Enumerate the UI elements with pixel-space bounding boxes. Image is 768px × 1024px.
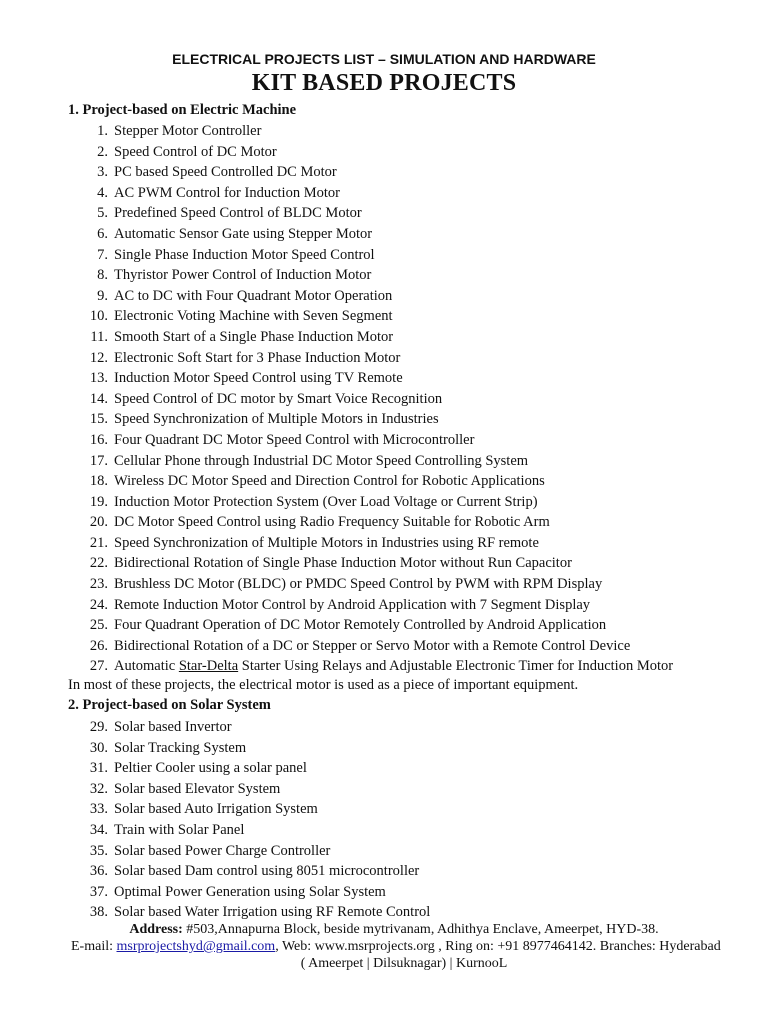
- list-item-number: 29.: [89, 719, 108, 735]
- list-item-text: Cellular Phone through Industrial DC Motor Speed Controlling System: [114, 452, 529, 469]
- contact-rest: , Web: www.msrprojects.org , Ring on: +91 8977464142. Branches: Hyderabad: [275, 939, 721, 954]
- list-item-number: 9.: [97, 287, 108, 304]
- list-item-number: 14.: [89, 390, 108, 407]
- email-label: E-mail:: [71, 939, 117, 954]
- list-item-text: Predefined Speed Control of BLDC Motor: [114, 205, 362, 222]
- list-item-text: Solar Tracking System: [114, 739, 247, 756]
- list-item-number: 24.: [89, 596, 108, 613]
- list-item-number: 10.: [89, 308, 108, 325]
- list-item-number: 27.: [89, 658, 108, 675]
- item-text-post: Starter Using Relays and Adjustable Electronic Timer for Induction Motor: [238, 658, 674, 675]
- list-item-text: AC to DC with Four Quadrant Motor Operation: [114, 287, 393, 304]
- list-item-text: Speed Control of DC Motor: [114, 143, 277, 160]
- list-item-text: Solar based Power Charge Controller: [114, 842, 331, 859]
- list-item-text: Induction Motor Speed Control using TV Remote: [114, 370, 403, 387]
- list-item-number: 31.: [89, 760, 108, 777]
- list-item-number: 34.: [89, 821, 108, 838]
- list-item-number: 6.: [97, 225, 108, 242]
- list-item-text: Four Quadrant DC Motor Speed Control with Microcontroller: [114, 431, 475, 448]
- list-item-number: 11.: [90, 328, 108, 345]
- list-item-text: Solar based Elevator System: [114, 780, 281, 797]
- footer-branches-line: ( Ameerpet | Dilsuknagar) | KurnooL: [300, 956, 508, 971]
- list-item-number: 15.: [89, 411, 108, 428]
- list-item-text: Wireless DC Motor Speed and Direction Control for Robotic Applications: [114, 473, 545, 490]
- list-item-number: 22.: [89, 555, 108, 572]
- list-item-text: Solar based Auto Irrigation System: [114, 801, 318, 818]
- list-item-text: Train with Solar Panel: [114, 821, 245, 838]
- list-item-text: Electronic Voting Machine with Seven Segment: [114, 308, 393, 325]
- list-item-number: 33.: [89, 801, 108, 818]
- section-heading-electric-machine: 1. Project-based on Electric Machine: [68, 102, 297, 118]
- list-item-text: AC PWM Control for Induction Motor: [114, 184, 340, 201]
- list-item-text: Solar based Dam control using 8051 microcontroller: [114, 863, 420, 880]
- list-item-text: Automatic Sensor Gate using Stepper Motor: [114, 225, 373, 242]
- list-item-number: 17.: [89, 452, 108, 469]
- footer: [0, 921, 768, 972]
- list-item-number: 18.: [89, 473, 108, 490]
- footer-contact-line: [0, 938, 768, 955]
- list-item-number: 7.: [97, 246, 108, 263]
- list-item-number: 19.: [89, 493, 108, 510]
- list-item-text: Remote Induction Motor Control by Android Application with 7 Segment Display: [114, 596, 591, 613]
- list-item-text: Single Phase Induction Motor Speed Control: [114, 246, 375, 263]
- list-item-number: 4.: [97, 184, 108, 201]
- list-item-number: 5.: [97, 205, 108, 222]
- list-item-text: Speed Synchronization of Multiple Motors in Industries using RF remote: [114, 534, 539, 551]
- list-item-number: 26.: [89, 637, 108, 654]
- list-item-text: Thyristor Power Control of Induction Motor: [114, 267, 372, 284]
- address-text: #503,Annapurna Block, beside mytrivanam, Adhithya Enclave, Ameerpet, HYD-38.: [182, 922, 659, 937]
- list-item-number: 20.: [89, 514, 108, 531]
- list-item-number: 1.: [97, 123, 108, 139]
- list-item-number: 3.: [97, 164, 108, 181]
- address-label: Address:: [129, 922, 183, 937]
- list-item-number: 8.: [97, 267, 108, 284]
- top-heading: ELECTRICAL PROJECTS LIST – SIMULATION AND HARDWARE: [172, 51, 596, 67]
- list-item-text: DC Motor Speed Control using Radio Frequency Suitable for Robotic Arm: [114, 514, 550, 531]
- list-item-number: 23.: [89, 576, 108, 593]
- list-item-number: 25.: [89, 617, 108, 634]
- list-item-text: Optimal Power Generation using Solar System: [114, 883, 386, 900]
- list-item-number: 21.: [89, 534, 108, 551]
- list-item-number: 38.: [89, 904, 108, 921]
- item-text-pre: Automatic: [114, 658, 179, 675]
- list-item-number: 13.: [89, 370, 108, 387]
- list-item-text: Bidirectional Rotation of a DC or Stepper or Servo Motor with a Remote Control Device: [114, 637, 631, 654]
- item-text-underlined: Star-Delta: [178, 658, 239, 675]
- list-item-number: 36.: [89, 863, 108, 880]
- list-item-number: 32.: [89, 780, 108, 797]
- page-title: KIT BASED PROJECTS: [251, 70, 517, 96]
- list-item-text: Solar based Water Irrigation using RF Remote Control: [114, 904, 431, 921]
- list-item-text: Speed Control of DC motor by Smart Voice Recognition: [114, 390, 443, 407]
- list-item-text: Speed Synchronization of Multiple Motors in Industries: [114, 411, 439, 428]
- list-item-text: Electronic Soft Start for 3 Phase Induction Motor: [114, 349, 401, 366]
- list-item-text: Peltier Cooler using a solar panel: [114, 760, 307, 777]
- list-item-number: 35.: [89, 842, 108, 859]
- list-item-text: Induction Motor Protection System (Over Load Voltage or Current Strip): [114, 493, 538, 510]
- list-item-text: Smooth Start of a Single Phase Induction Motor: [114, 328, 394, 345]
- list-item-text: Brushless DC Motor (BLDC) or PMDC Speed Control by PWM with RPM Display: [114, 576, 603, 593]
- list-item-text: Solar based Invertor: [114, 719, 232, 735]
- list-item-number: 37.: [89, 883, 108, 900]
- footer-address-line: [0, 921, 768, 938]
- section-heading-solar-system: 2. Project-based on Solar System: [68, 697, 271, 713]
- email-link[interactable]: msrprojectshyd@gmail.com: [116, 939, 276, 954]
- section-note: In most of these projects, the electrical motor is used as a piece of important equipment.: [68, 677, 579, 693]
- list-item-number: 12.: [89, 349, 108, 366]
- list-item-text: Four Quadrant Operation of DC Motor Remotely Controlled by Android Application: [114, 617, 607, 634]
- list-item-number: 16.: [89, 431, 108, 448]
- list-item-text: Stepper Motor Controller: [114, 123, 262, 139]
- list-item-number: 2.: [97, 143, 108, 160]
- list-item-text: [114, 656, 673, 677]
- list-item-text: PC based Speed Controlled DC Motor: [114, 164, 337, 181]
- list-item-number: 30.: [89, 739, 108, 756]
- list-item-text: Bidirectional Rotation of Single Phase Induction Motor without Run Capacitor: [114, 555, 572, 572]
